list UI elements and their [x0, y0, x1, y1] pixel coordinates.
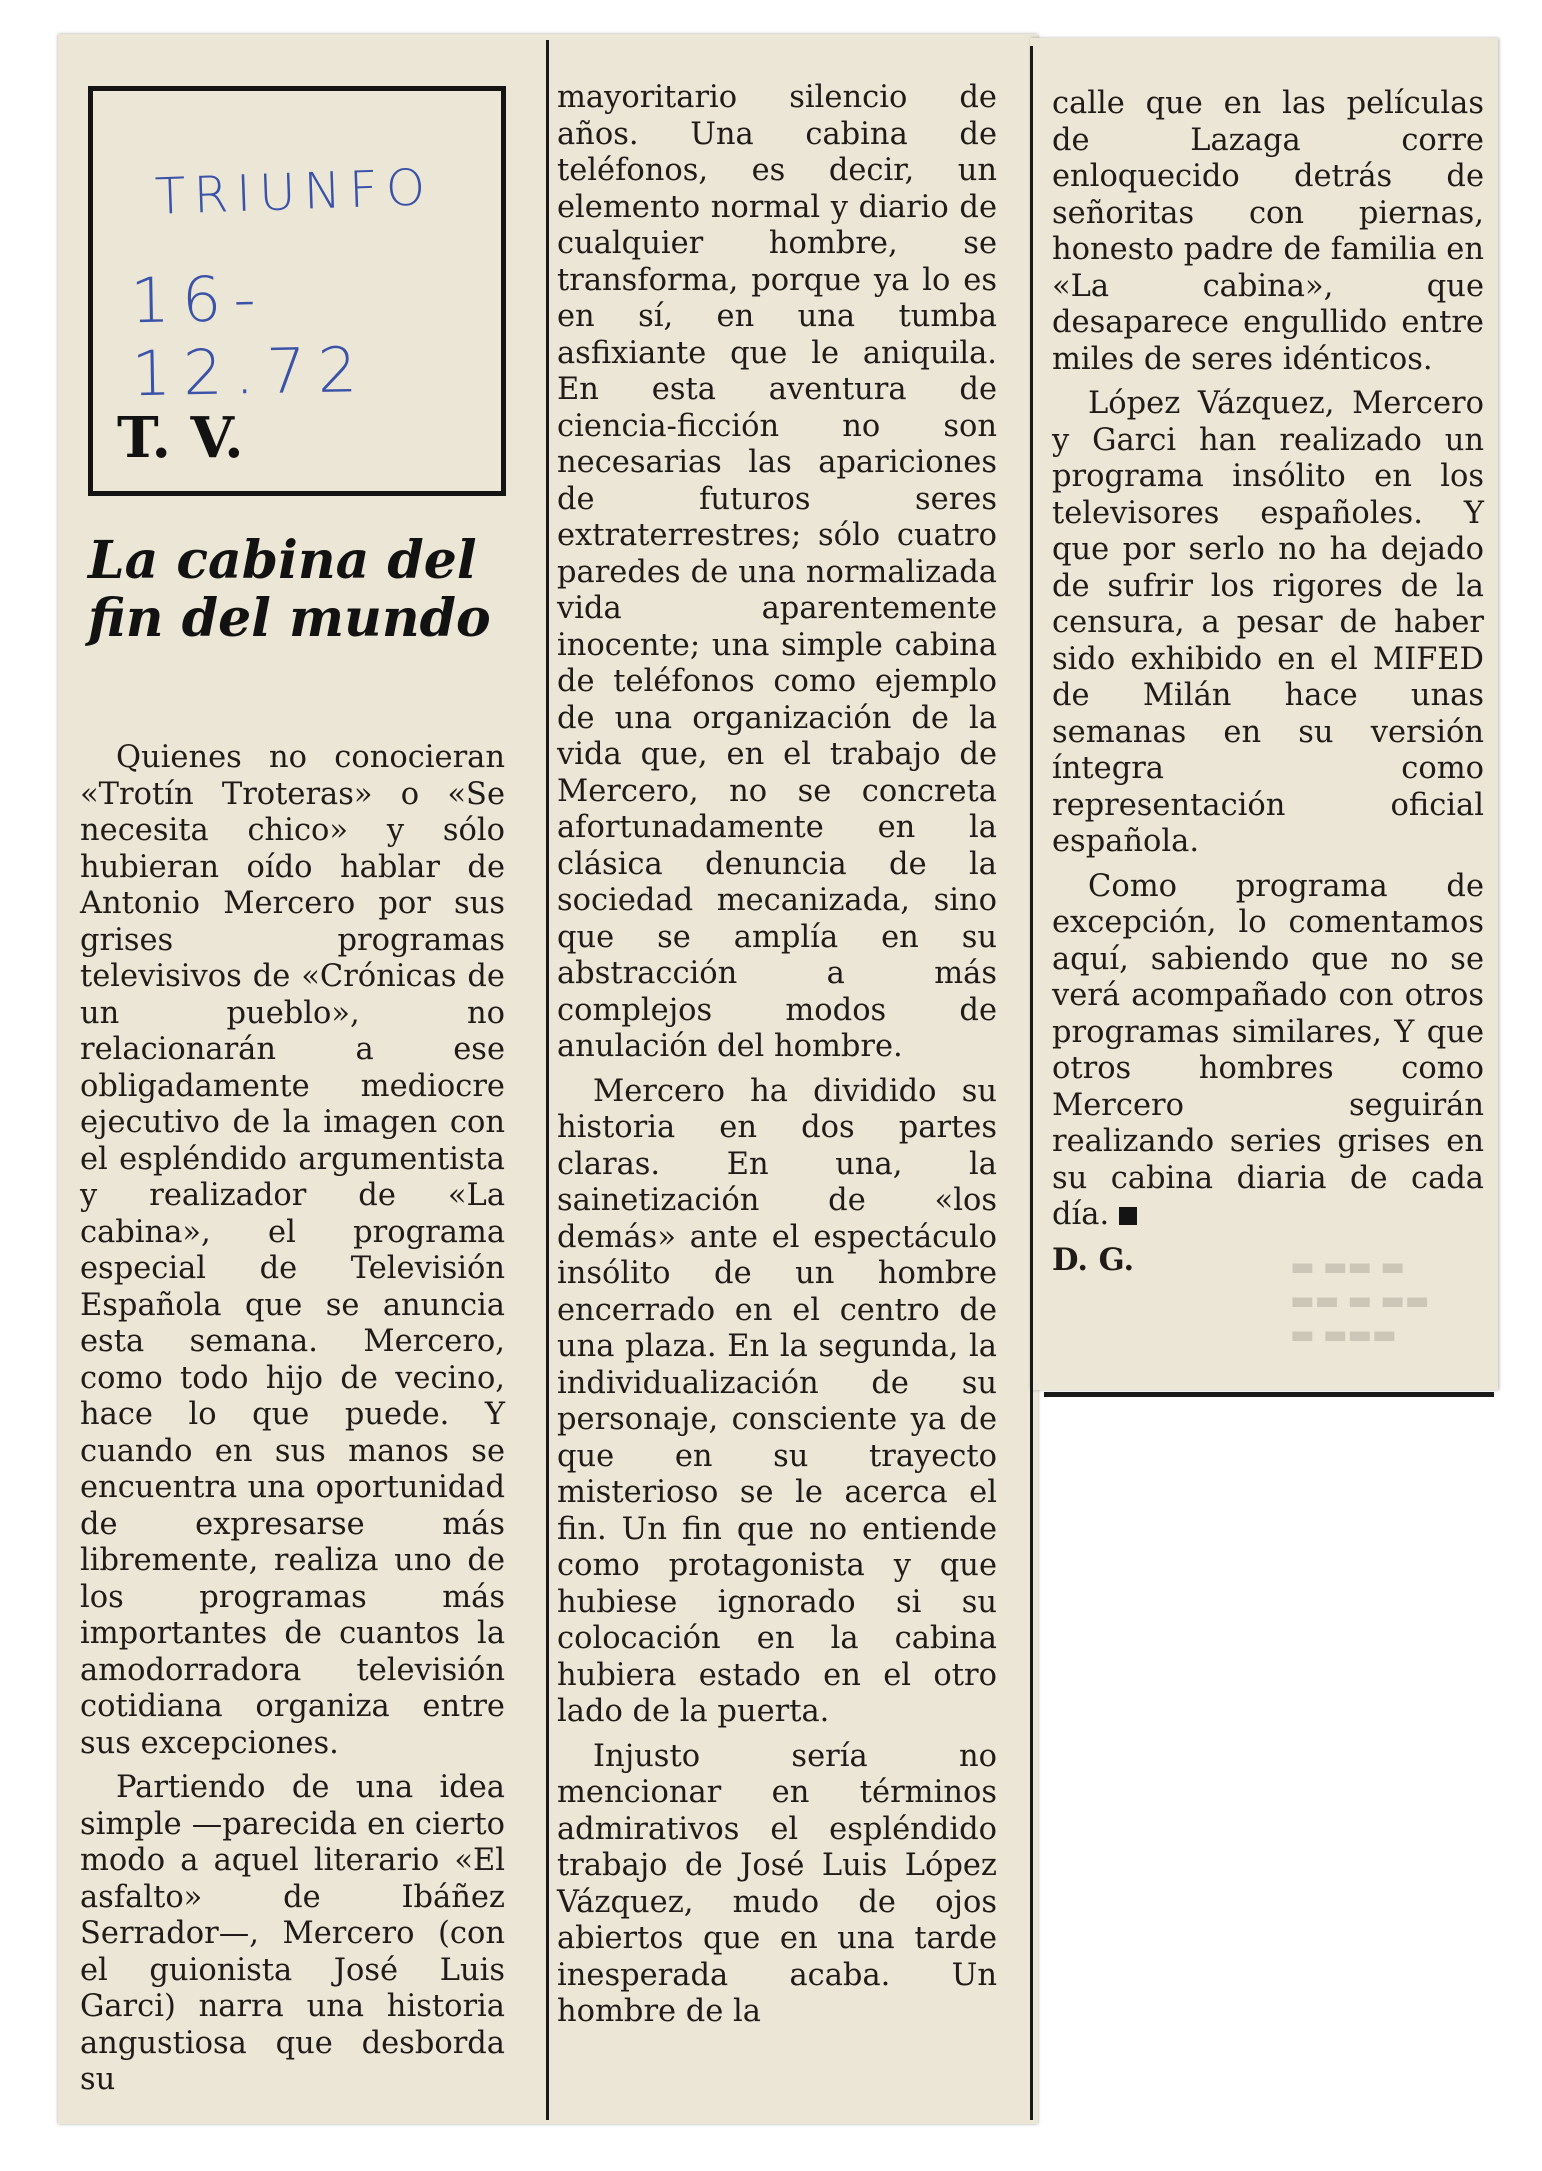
article-column-3 — [1052, 86, 1484, 1286]
article-column-1 — [80, 740, 505, 2107]
end-mark-icon — [1119, 1207, 1137, 1225]
handwritten-publication-name: TRIUNFO — [154, 158, 435, 226]
paragraph: Mercero ha dividido su historia en dos partes claras. En una, la sainetización de «los demás» ante el espectáculo insólito de un hombre encerrado en el centro de una plaza. En la segunda, la individualización de su personaje, consciente ya de que en su trayecto misterioso se le acerca el fin. Un fin que no entiende como protagonista y que hubiese ignorado si su colocación en la cabina hubiera estado en el otro lado de la puerta. — [557, 1073, 997, 1729]
handwritten-date: 16-12.72 — [129, 261, 370, 411]
author-signature: D. G. — [1052, 1241, 1135, 1278]
paragraph: Partiendo de una idea simple —parecida en cierto modo a aquel literario «El asfalto» de Ibáñez Serrador—, Mercero (con el guionista José Luis Garci) narra una historia angustiosa que desborda su — [80, 1770, 505, 2097]
paragraph: Injusto sería no mencionar en términos admirativos el espléndido trabajo de José Luis López Vázquez, mudo de ojos abiertos que en una tarde inesperada acaba. Un hombre de la — [557, 1738, 997, 2029]
paragraph: Quienes no conocieran «Trotín Troteras» o «Se necesita chico» y sólo hubieran oído hablar de Antonio Mercero por sus grises programas televisivos de «Crónicas de un pueblo», no relacionarán a ese obligadamente mediocre ejecutivo de la imagen con el espléndido argumentista y realizador de «La cabina», el programa especial de Televisión Española que se anuncia esta semana. Mercero, como todo hijo de vecino, hace lo que puede. Y cuando en sus manos se encuentra una oportunidad de expresarse más libremente, realiza uno de los programas más importantes de cuantos la amodorradora televisión cotidiana organiza entre sus excepciones. — [80, 740, 505, 1761]
section-label: T. V. — [117, 405, 244, 471]
paragraph-text: Como programa de excepción, lo comentamos aquí, sabiendo que no se verá acompañado con otros programas similares, Y que otros hombres como Mercero seguirán realizando series grises en su cabina diaria de cada día. — [1052, 868, 1484, 1232]
paragraph — [1052, 869, 1484, 1234]
section-box — [88, 86, 506, 496]
column-end-rule — [1044, 1392, 1494, 1397]
article-headline: La cabina del fin del mundo — [88, 530, 491, 649]
column-rule-right — [1030, 46, 1033, 2120]
paragraph: López Vázquez, Mercero y Garci han realizado un programa insólito en los televisores españoles. Y que por serlo no ha dejado de sufrir los rigores de la censura, a pesar de haber sido exhibido en el MIFED de Milán hace unas semanas en su versión íntegra como representación oficial española. — [1052, 386, 1484, 859]
bleed-through-texture: ▬ ▬▬ ▬ ▬▬ ▬ ▬▬ ▬ ▬▬▬ — [1290, 1252, 1430, 1350]
column-rule-left — [546, 40, 549, 2120]
paragraph: mayoritario silencio de años. Una cabina de teléfonos, es decir, un elemento normal y diario de cualquier hombre, se transforma, porque ya lo es en sí, en una tumba asfixiante que le aniquila. En esta aventura de ciencia-ficción no son necesarias las apariciones de futuros seres extraterrestres; sólo cuatro paredes de una normalizada vida aparentemente inocente; una simple cabina de teléfonos como ejemplo de una organización de la vida que, en el trabajo de Mercero, no se concreta afortunadamente en la clásica denuncia de la sociedad mecanizada, sino que se amplía en su abstracción a más complejos modos de anulación del hombre. — [557, 80, 997, 1064]
article-column-2 — [557, 80, 997, 2039]
paragraph: calle que en las películas de Lazaga corre enloquecido detrás de señoritas con piernas, honesto padre de familia en «La cabina», que desaparece engullido entre miles de seres idénticos. — [1052, 86, 1484, 377]
